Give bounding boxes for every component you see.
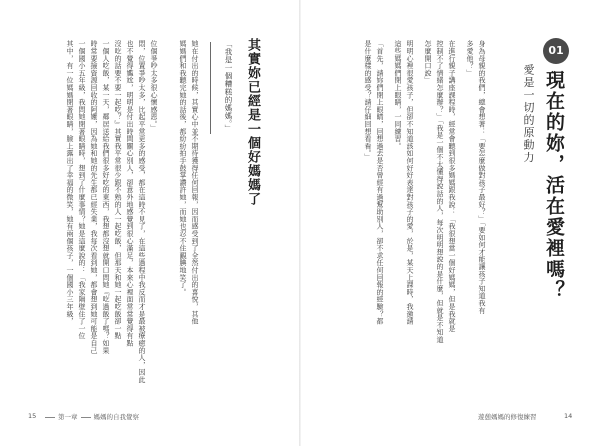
body-column: 在進行親子講座課程時，經常會聽到很多媽媽跟我說：「我很想當一個好媽媽，但是我就是: [448, 40, 456, 332]
body-column: 一個國小五年級，我問她閉著眼睛時，想到了什麼事情？她是這麼說的：「我家隔壁住了一位: [78, 40, 86, 340]
body-column: 「首先，請妳們閉上眼睛，回想過去是否曾經有過幫助別人，卻不求任何回報的經驗？都: [376, 40, 384, 325]
pull-quote: 「我是一個糟糕的媽媽。」: [224, 40, 233, 133]
body-column: 時常要撿資源回收的阿嬤，因為她和她的先生都已經失業，我每次看到她，都會想到她可能是自己: [90, 40, 98, 354]
running-footer: [42, 412, 139, 421]
body-column: 明明心裡很愛孩子，但卻不知道該如何好好表達對孩子的愛，於是，某天上課時，我邀請: [406, 40, 414, 325]
quote-bar: [210, 42, 211, 134]
chapter-title: 現在的妳，活在愛裡嗎？: [543, 70, 565, 301]
body-column: 這些媽媽們閉上眼睛，一同練習。: [394, 40, 402, 150]
body-column: 悶，位置爭吵太多，比起平常更多的感受，都在這時不見了，在這些過程中我反而才是最被療癒的人，因此: [138, 40, 146, 384]
chapter-subtitle: 愛是一切的原動力: [522, 64, 535, 164]
footer-divider: [81, 417, 91, 418]
section-heading: 其實妳已經是一個好媽媽了: [245, 38, 260, 206]
chapter-number-badge: 01: [543, 38, 569, 64]
running-title: 媽媽的自我覺察: [93, 413, 139, 421]
body-column: 媽媽們和我聽完她的話後，都紛紛拍手鼓掌讚許她，而她也忍不住靦腆地笑了。: [179, 40, 187, 296]
body-column: 也不覺得尷尬，明明是付出時間關心別人，卻意外地感覺到很心滿足，本來心裡面常常覺得有點: [126, 40, 134, 347]
page-number: 14: [564, 412, 573, 420]
body-column: 多愛他？」: [466, 40, 474, 77]
running-footer: 遊憩媽媽的修復練習: [478, 413, 537, 421]
body-column: 一個人吃飯，某一天，鄰居送給我們很多好吃的東西，我想都沒想就開口問她『吃過飯了嗎？如果: [102, 40, 110, 354]
chapter-label: 第一章: [58, 413, 78, 421]
footer-divider: [45, 417, 55, 418]
body-column: 沒吃的話要不要一起吃？』其實我平常很少跟不熟的人一起吃飯，但那天和她一起吃飯卻一點: [114, 40, 122, 340]
body-column: 她在付出的時候，其實心中並不期待獲得任何回報，因而感受到了全然付出的喜悅，其他: [191, 40, 199, 325]
body-column: 是什麼樣的感受？請仔細回想看看。」: [364, 40, 372, 161]
body-column: 其中，有一位媽媽閉著眼睛，臉上露出了幸福的微笑，她有兩個孩子，一個國小三年級，: [66, 40, 74, 325]
body-column: 怎麼開口說」: [424, 40, 432, 84]
body-column: 身為母親的我們，總會想著：「要怎麼做對孩子最好？」「要如何才能讓孩子知道我有: [478, 40, 486, 314]
body-column: 位個爭吵太多很心懷感恩。」: [150, 40, 158, 132]
right-page: [300, 0, 600, 446]
body-column: 控制不了情緒怎麼辦？」「我是一個不太懂得說話的人，每次明明想說的是什麼，但就是不知道: [436, 40, 444, 344]
page-number: 15: [28, 412, 37, 420]
